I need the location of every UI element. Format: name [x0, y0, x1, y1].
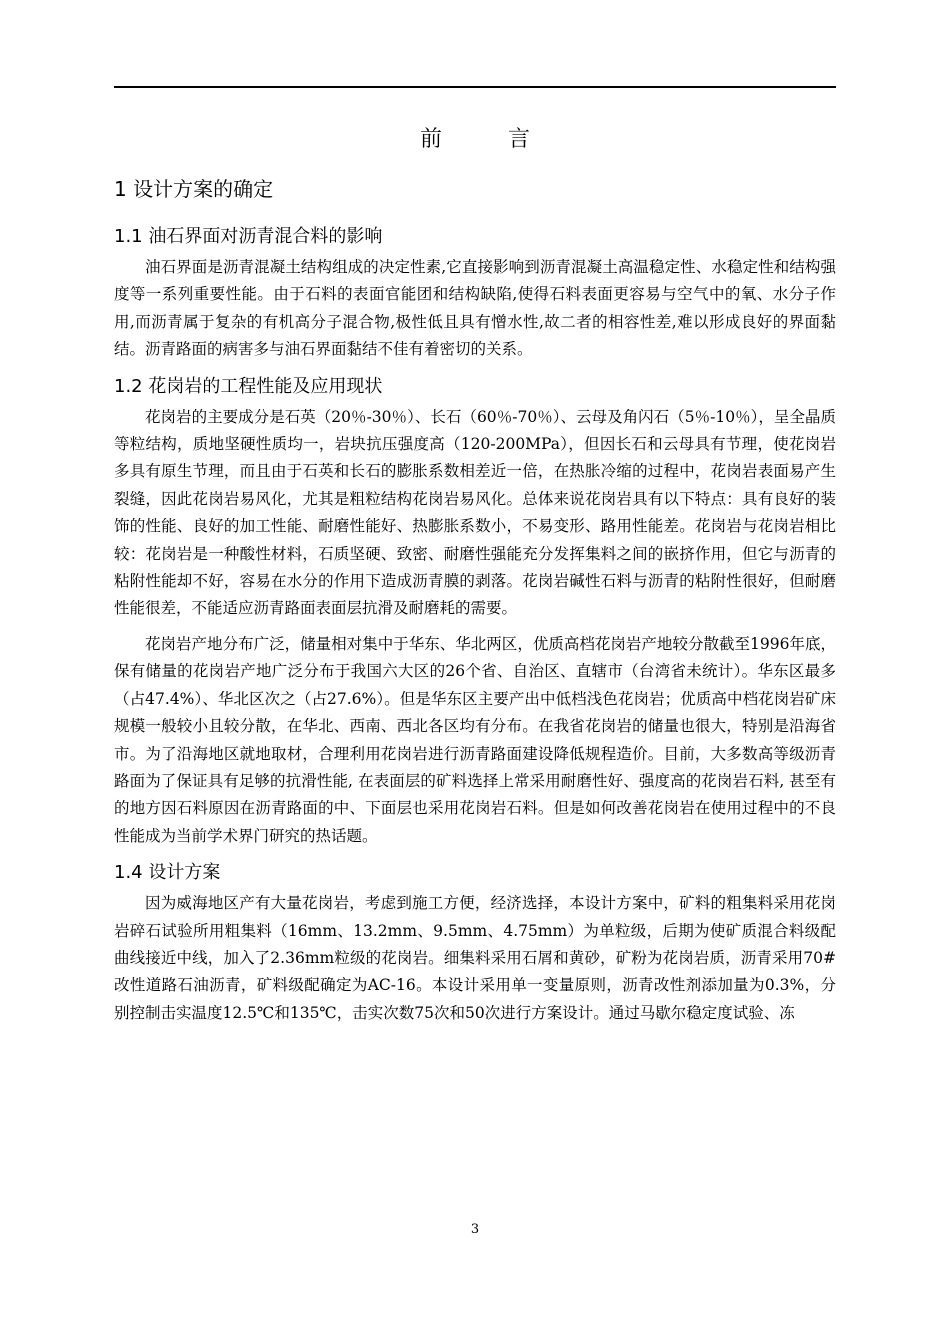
- paragraph: 花岗岩的主要成分是石英（20％-30％）、长石（60％-70％）、云母及角闪石（5％-10％），呈全晶质等粒结构，质地坚硬性质均一，岩块抗压强度高（120-200MPa），但因长石和云母具有节理，使花岗岩多具有原生节理，而且由于石英和长石的膨胀系数相差近一倍，在热胀冷缩的过程中，花岗岩表面易产生裂缝，因此花岗岩易风化，尤其是粗粒结构花岗岩易风化。总体来说花岗岩具有以下特点：具有良好的装饰的性能、良好的加工性能、耐磨性能好、热膨胀系数小，不易变形、路用性能差。花岗岩与花岗岩相比较：花岗岩是一种酸性材料，石质坚硬、致密、耐磨性强能充分发挥集料之间的嵌挤作用，但它与沥青的粘附性能却不好，容易在水分的作用下造成沥青膜的剥落。花岗岩碱性石料与沥青的粘附性很好，但耐磨性能很差，不能适应沥青路面表面层抗滑及耐磨耗的需要。: [114, 407, 836, 618]
- section-heading-1-4: 1.4 设计方案: [114, 862, 221, 884]
- paragraph: 油石界面是沥青混凝土结构组成的决定性素,它直接影响到沥青混凝土高温稳定性、水稳定性和结构强度等一系列重要性能。由于石料的表面官能团和结构缺陷,使得石料表面更容易与空气中的氧、水分子作用,而沥青属于复杂的有机高分子混合物,极性低且具有憎水性,故二者的相容性差,难以形成良好的界面黏结。沥青路面的病害多与油石界面黏结不佳有着密切的关系。: [114, 258, 836, 359]
- section-heading-1-1: 1.1 油石界面对沥青混合料的影响: [114, 226, 383, 247]
- page-title: 前 言: [419, 127, 552, 152]
- paragraph: 花岗岩产地分布广泛，储量相对集中于华东、华北两区，优质高档花岗岩产地较分散截至1996年底，保有储量的花岗岩产地广泛分布于我国六大区的26个省、自治区、直辖市（台湾省未统计）。华东区最多（占47.4%）、华北区次之（占27.6%）。但是华东区主要产出中低档浅色花岗岩；优质高中档花岗岩矿床规模一般较小且较分散，在华北、西南、西北各区均有分布。在我省花岗岩的储量也很大，特别是沿海省市。为了沿海地区就地取材，合理利用花岗岩进行沥青路面建设降低规程造价。目前，大多数高等级沥青路面为了保证具有足够的抗滑性能, 在表面层的矿料选择上常采用耐磨性好、强度高的花岗岩石料, 甚至有的地方因石料原因在沥青路面的中、下面层也采用花岗岩石料。但是如何改善花岗岩在使用过程中的不良性能成为当前学术界门研究的热话题。: [114, 634, 836, 845]
- section-heading-1-2: 1.2 花岗岩的工程性能及应用现状: [114, 375, 383, 397]
- page-number: 3: [470, 1222, 480, 1237]
- section-heading-1: 1 设计方案的确定: [114, 177, 274, 201]
- paragraph: 因为威海地区产有大量花岗岩，考虑到施工方便，经济选择，本设计方案中，矿料的粗集料采用花岗岩碎石试验所用粗集料（16mm、13.2mm、9.5mm、4.75mm）为单粒级，后期为使矿质混合料级配曲线接近中线，加入了2.36mm粒级的花岗岩。细集料采用石屑和黄砂，矿粉为花岗岩质，沥青采用70#改性道路石油沥青，矿料级配确定为AC-16。本设计采用单一变量原则，沥青改性剂添加量为0.3%，分别控制击实温度12.5℃和135℃，击实次数75次和50次进行方案设计。通过马歇尔稳定度试验、冻: [114, 894, 836, 1022]
- header-rule: [114, 86, 836, 88]
- page-content: [114, 120, 836, 1035]
